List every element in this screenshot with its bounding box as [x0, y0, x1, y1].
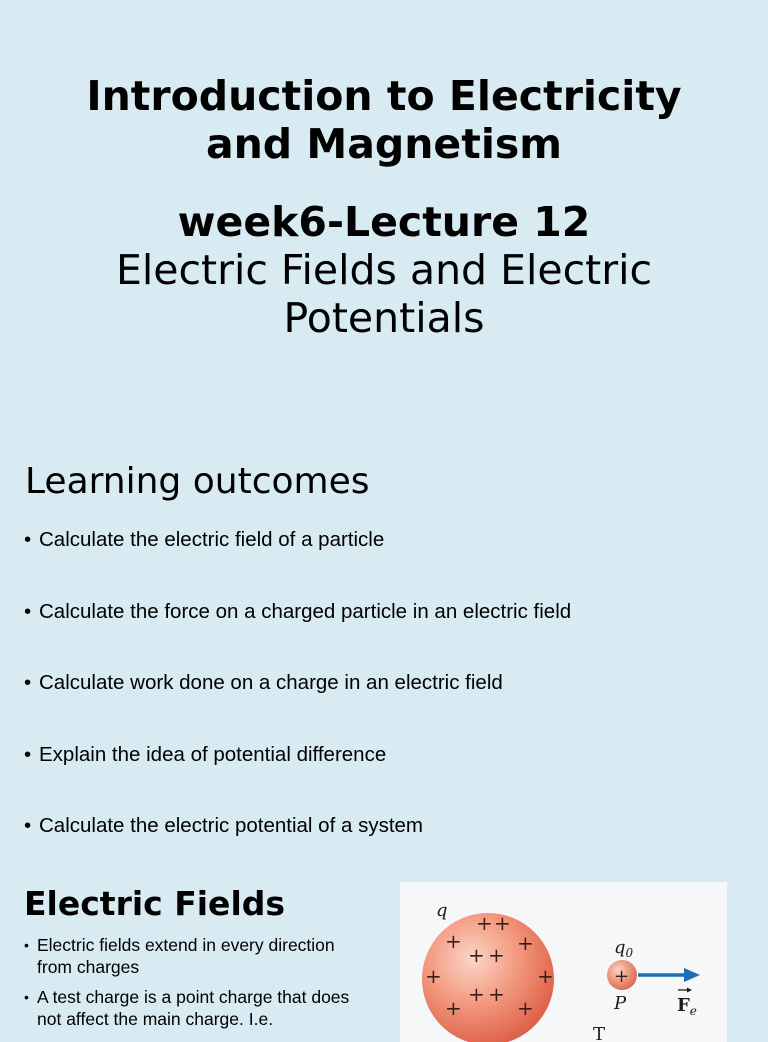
- bullet-icon: •: [24, 814, 32, 837]
- list-item: [0, 668, 768, 740]
- list-item-text: Calculate work done on a charge in an electric field: [39, 671, 503, 694]
- point-label: P: [614, 993, 627, 1014]
- plus-sign: +: [517, 996, 534, 1020]
- bullet-icon: •: [24, 671, 32, 694]
- electric-field-figure: [400, 882, 727, 1042]
- list-item: [0, 597, 768, 669]
- plus-sign: +: [476, 911, 493, 935]
- plus-sign: +: [468, 982, 485, 1006]
- plus-sign: +: [517, 931, 534, 955]
- list-item: [0, 525, 768, 597]
- title-line-2: and Magnetism: [205, 120, 563, 168]
- list-item: [24, 934, 374, 978]
- plus-sign: +: [468, 943, 485, 967]
- force-label: $F_e$: [677, 995, 697, 1018]
- plus-sign: +: [488, 943, 505, 967]
- list-item: [24, 986, 374, 1030]
- list-item: [0, 740, 768, 812]
- force-arrow-head: [684, 968, 700, 982]
- bullet-icon: •: [24, 528, 32, 551]
- subtitle-line-1: Electric Fields and Electric: [115, 246, 653, 294]
- bullet-icon: •: [24, 599, 32, 623]
- plus-sign: +: [494, 911, 511, 935]
- subtitle-line-2: Potentials: [283, 294, 485, 342]
- plus-sign: +: [445, 996, 462, 1020]
- electric-fields-slide: [0, 878, 768, 1042]
- list-item-text: Electric fields extend in every direction from charges: [37, 935, 335, 977]
- learning-outcomes-heading: Learning outcomes: [25, 461, 370, 502]
- test-charge-diagram: [400, 882, 727, 1042]
- title-line-1: Introduction to Electricity: [86, 72, 682, 120]
- list-item-text: Calculate the electric potential of a system: [39, 814, 423, 837]
- learning-outcomes-slide: [0, 458, 768, 883]
- figure-caption-fragment: T: [593, 1024, 606, 1042]
- title-slide: [0, 72, 768, 342]
- plus-sign: +: [488, 982, 505, 1006]
- lecture-label: week6-Lecture 12: [177, 198, 591, 246]
- list-item: [0, 811, 768, 883]
- plus-sign: +: [614, 966, 630, 987]
- bullet-icon: •: [24, 742, 32, 766]
- test-charge-label: $q_0$: [614, 937, 634, 960]
- vector-arrow-icon: [687, 988, 692, 993]
- list-item-text: A test charge is a point charge that does not affect the main charge. I.e.: [37, 987, 350, 1029]
- electric-fields-list: [24, 934, 374, 1038]
- list-item-text: Calculate the electric field of a particle: [39, 528, 385, 551]
- learning-outcomes-list: [0, 525, 768, 883]
- lecture-subtitle: [0, 246, 768, 342]
- bullet-icon: •: [24, 937, 29, 953]
- electric-fields-heading: Electric Fields: [24, 884, 286, 923]
- plus-sign: +: [537, 964, 554, 988]
- list-item-text: Explain the idea of potential difference: [39, 742, 387, 766]
- list-item-text: Calculate the force on a charged particle in an electric field: [39, 599, 572, 623]
- source-charge-label: q: [436, 900, 448, 921]
- bullet-icon: •: [24, 989, 29, 1005]
- plus-sign: +: [425, 964, 442, 988]
- plus-sign: +: [445, 929, 462, 953]
- presentation-title: [0, 72, 768, 168]
